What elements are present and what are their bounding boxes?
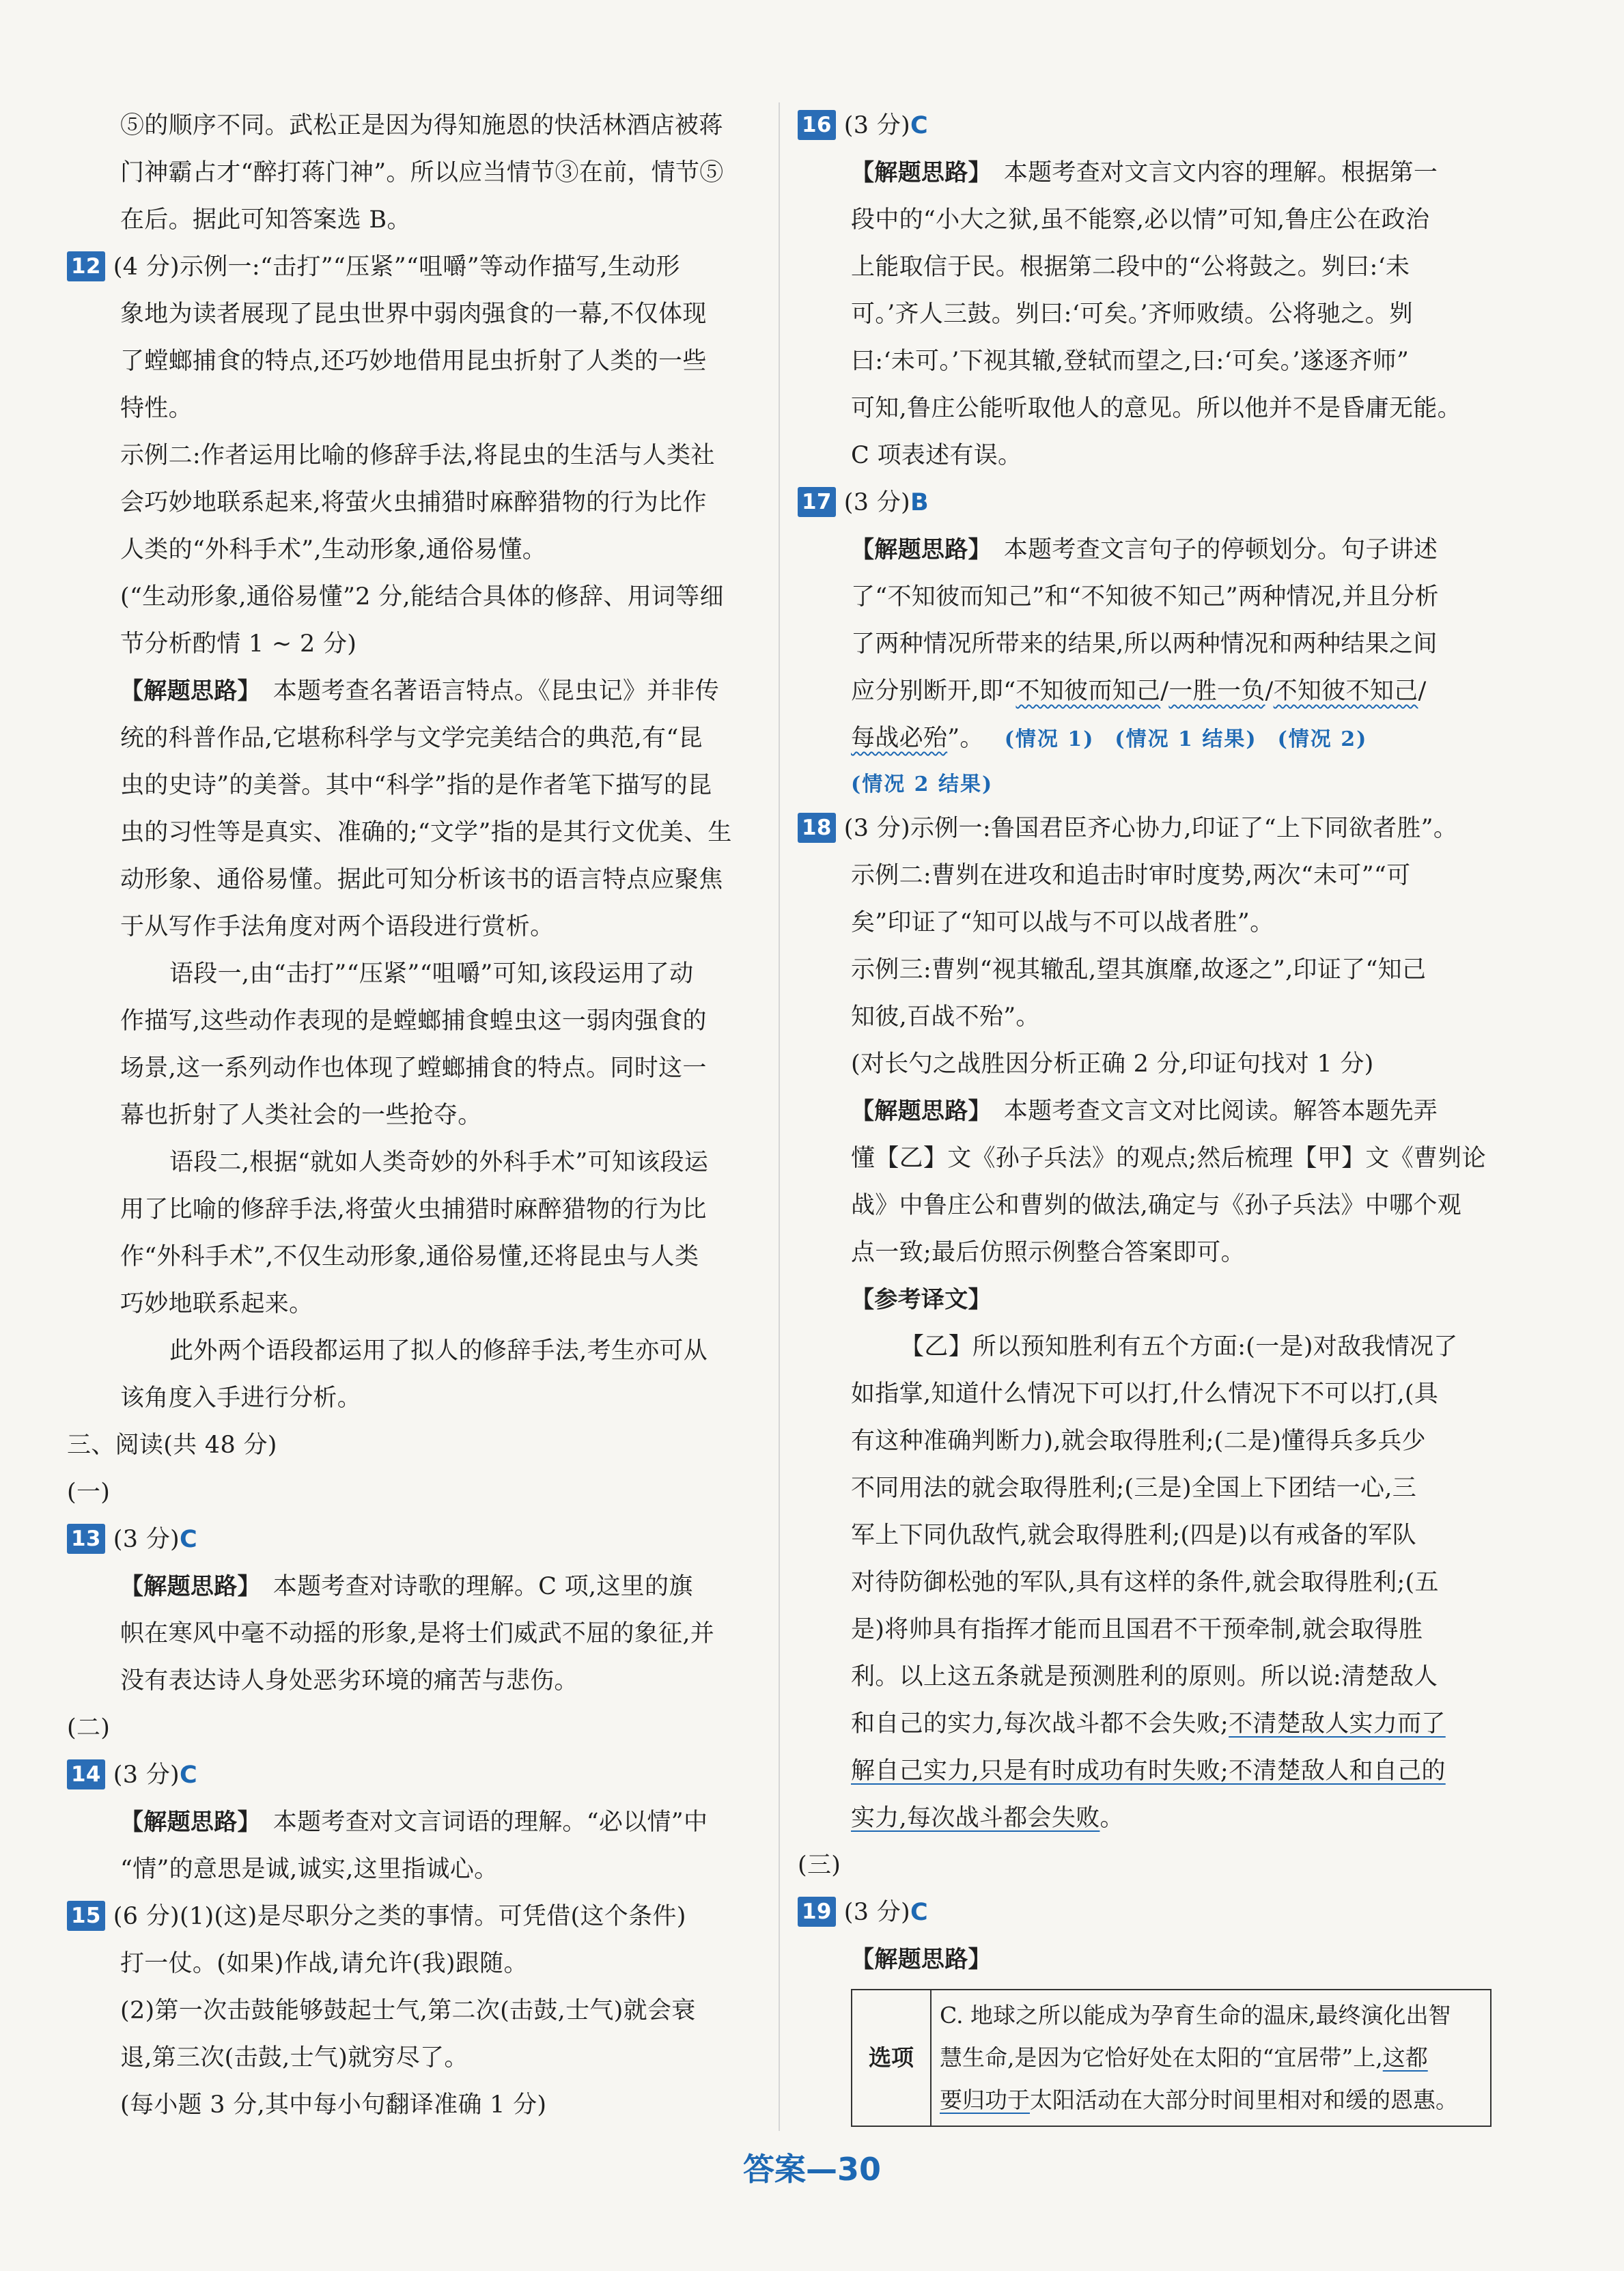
option-text: C. 地球之所以能成为孕育生命的温床,最终演化出智 [940,2002,1451,2029]
translation-text: 是)将帅具有指挥才能而且国君不干预牵制,就会取得胜 [851,1616,1423,1643]
pause-segment-1: 不知彼而知己 [1016,678,1161,705]
subsection-heading: (一) [67,1479,111,1506]
answer-text: 示例三:曹刿“视其辙乱,望其旗靡,故逐之”,印证了“知己 [851,956,1427,984]
analysis-text: 段中的“小大之狱,虽不能察,必以情”可知,鲁庄公在政治 [851,206,1430,234]
analysis-text: 此外两个语段都运用了拟人的修辞手法,考生亦可从 [169,1337,708,1365]
question-18 [798,805,1494,1842]
analysis-text: 于从写作手法角度对两个语段进行赏析。 [120,913,555,941]
translation-text: 【乙】所以预知胜利有五个方面:(一是)对敌我情况了 [900,1333,1458,1361]
pause-segment-3: 不知彼不知己 [1273,678,1418,705]
analysis-text: 战》中鲁庄公和曹刿的做法,确定与《孙子兵法》中哪个观 [851,1192,1461,1219]
analysis-tag: 【解题思路】 [851,1946,992,1973]
score: (3 分) [113,1761,180,1789]
analysis-text: 本题考查对诗歌的理解。C 项,这里的旗 [272,1573,693,1600]
analysis-text: 该角度入手进行分析。 [120,1384,362,1412]
section-heading: 三、阅读(共 48 分) [67,1432,277,1459]
scoring-note: (对长勺之战胜因分析正确 2 分,印证句找对 1 分) [851,1050,1374,1078]
answer-letter: C [179,1761,197,1789]
answer-text: 知彼,百战不殆”。 [851,1003,1040,1031]
q11-continuation-line: ⑤的顺序不同。武松正是因为得知施恩的快活林酒店被蒋 [120,112,723,139]
analysis-text: “情”的意思是诚,诚实,这里指诚心。 [120,1856,499,1883]
q12-answer-line: 人类的“外科手术”,生动形象,通俗易懂。 [120,536,547,563]
translation-text: 和自己的实力,每次战斗都不会失败; [851,1710,1229,1738]
analysis-text: 统的科普作品,它堪称科学与文学完美结合的典范,有“昆 [120,725,703,752]
underlined-translation: 实力,每次战斗都会失败 [851,1805,1100,1832]
answer-letter: B [910,489,929,516]
option-explanation [931,1990,1491,2126]
question-number-badge: 19 [798,1897,836,1927]
analysis-text: 本题考查文言文对比阅读。解答本题先弄 [1003,1098,1438,1125]
option-text: 慧生命,是因为它恰好处在太阳的“宜居带”上, [940,2044,1383,2071]
analysis-tag: 【解题思路】 [851,536,992,563]
answer-text: (3 分)示例一:鲁国君臣齐心协力,印证了“上下同欲者胜”。 [843,815,1458,842]
analysis-text: 作“外科手术”,不仅生动形象,通俗易懂,还将昆虫与人类 [120,1243,699,1270]
question-14 [67,1752,764,1893]
translation-text: 军上下同仇敌忾,就会取得胜利;(四是)以有戒备的军队 [851,1522,1417,1549]
analysis-text: 动形象、通俗易懂。据此可知分析该书的语言特点应聚焦 [120,866,723,893]
answer-text: 示例二:曹刿在进攻和追击时审时度势,两次“未可”“可 [851,862,1411,889]
question-12 [67,244,764,1422]
annotation-label: (情况 1 结果) [1115,727,1257,751]
question-number-badge: 18 [798,813,836,843]
analysis-text: 帜在寒风中毫不动摇的形象,是将士们威武不屈的象征,并 [120,1620,715,1647]
question-number-badge: 17 [798,487,836,517]
option-label: 选项 [852,1990,931,2126]
analysis-text: 上能取信于民。根据第二段中的“公将鼓之。刿曰:‘未 [851,253,1410,281]
question-13 [67,1516,764,1705]
underlined-translation: 不清楚敌人实力而了 [1229,1710,1446,1738]
analysis-text: 幕也折射了人类社会的一些抢夺。 [120,1102,482,1129]
subsection-heading: (三) [798,1852,841,1879]
analysis-text: 虫的史诗”的美誉。其中“科学”指的是作者笔下描写的昆 [120,772,712,799]
analysis-text: 应分别断开,即“ [851,678,1016,705]
question-number-badge: 14 [67,1759,105,1789]
answer-letter: C [910,1899,928,1926]
pause-segment-4: 每战必殆 [851,725,948,752]
analysis-tag: 【解题思路】 [120,1809,261,1836]
question-number-badge: 15 [67,1901,105,1931]
option-text: 太阳活动在大部分时间里相对和缓的恩惠。 [1030,2087,1458,2113]
underlined-translation: 解自己实力,只是有时成功有时失败;不清楚敌人和自己的 [851,1757,1446,1785]
option-analysis-table [851,1989,1492,2127]
q12-scoring-note: (“生动形象,通俗易懂”2 分,能结合具体的修辞、用词等细 [120,583,724,611]
score: (3 分) [843,489,910,516]
analysis-tag: 【解题思路】 [120,1573,261,1600]
pause-segment-2: 一胜一负 [1168,678,1265,705]
analysis-text: 曰:‘未可。’下视其辙,登轼而望之,曰:‘可矣。’遂逐齐师” [851,348,1410,375]
question-17: 17 (3 分)B 【解题思路】 本题考查文言句子的停顿划分。句子讲述 了“不知彼而知己”和“不知彼不知己”两种情况,并且分析 了两种情况所带来的结果,所以两种情况和两种结果之间 应分别断开,即“不知彼而知己/一胜一负/不知彼不知己/ 每战必殆”。 (情况 1) (情况 1 结果) (情况 2) (情况 2 结果) [798,479,1494,805]
q12-answer-line: (4 分)示例一:“击打”“压紧”“咀嚼”等动作描写,生动形 [113,253,680,281]
analysis-text: 本题考查名著语言特点。《昆虫记》并非传 [272,678,720,705]
answer-text: (2)第一次击鼓能够鼓起士气,第二次(击鼓,士气)就会衰 [120,1997,696,2024]
annotation-label: (情况 2 结果) [851,772,994,796]
analysis-text: 没有表达诗人身处恶劣环境的痛苦与悲伤。 [120,1667,578,1695]
analysis-text: 本题考查对文言词语的理解。“必以情”中 [272,1809,708,1836]
analysis-text: 了两种情况所带来的结果,所以两种情况和两种结果之间 [851,630,1438,658]
q12-answer-line: 特性。 [120,395,193,422]
reference-translation-tag: 【参考译文】 [851,1286,992,1313]
answer-text: 打一仗。(如果)作战,请允许(我)跟随。 [120,1950,528,1977]
column-divider [779,102,780,2131]
q11-continuation-line: 门神霸占才“醉打蒋门神”。所以应当情节③在前，情节⑤ [120,159,724,186]
annotation-label: (情况 2) [1277,727,1368,751]
answer-letter: C [910,112,928,139]
analysis-text: 场景,这一系列动作也体现了螳螂捕食的特点。同时这一 [120,1055,707,1082]
analysis-text: 本题考查对文言文内容的理解。根据第一 [1003,159,1438,186]
analysis-text: ”。 [947,725,984,752]
question-16 [798,102,1494,479]
q12-answer-line: 象地为读者展现了昆虫世界中弱肉强食的一幕,不仅体现 [120,301,707,328]
analysis-text: 可。’齐人三鼓。刿曰:‘可矣。’齐师败绩。公将驰之。刿 [851,301,1414,328]
question-15 [67,1893,764,2129]
analysis-tag: 【解题思路】 [120,678,261,705]
question-19 [798,1889,1494,2127]
analysis-text: 本题考查文言句子的停顿划分。句子讲述 [1003,536,1438,563]
score: (3 分) [843,112,910,139]
annotation-label: (情况 1) [1004,727,1095,751]
analysis-text: 语段二,根据“就如人类奇妙的外科手术”可知该段运 [169,1149,709,1176]
answer-text: 矣”印证了“知可以战与不可以战者胜”。 [851,909,1274,936]
analysis-tag: 【解题思路】 [851,1098,992,1125]
q12-answer-line: 了螳螂捕食的特点,还巧妙地借用昆虫折射了人类的一些 [120,348,707,375]
analysis-text: 虫的习性等是真实、准确的;“文学”指的是其行文优美、生 [120,819,732,846]
subsection-heading: (二) [67,1714,111,1742]
q12-answer-line: 会巧妙地联系起来,将萤火虫捕猎时麻醉猎物的行为比作 [120,489,707,516]
translation-text: 如指掌,知道什么情况下可以打,什么情况下不可以打,(具 [851,1380,1439,1408]
analysis-text: 用了比喻的修辞手法,将萤火虫捕猎时麻醉猎物的行为比 [120,1196,707,1223]
question-number-badge: 12 [67,251,105,281]
translation-text: 有这种准确判断力),就会取得胜利;(二是)懂得兵多兵少 [851,1427,1426,1455]
q12-scoring-note: 节分析酌情 1 ~ 2 分) [120,630,357,658]
analysis-text: 语段一,由“击打”“压紧”“咀嚼”可知,该段运用了动 [169,960,694,988]
analysis-text: 可知,鲁庄公能听取他人的意见。所以他并不是昏庸无能。 [851,395,1461,422]
underlined-option-text: 要归功于 [940,2087,1030,2113]
page-footer: 答案—30 [742,2151,881,2188]
translation-text: 。 [1100,1805,1124,1832]
score: (3 分) [113,1526,180,1553]
score: (3 分) [843,1899,910,1926]
answer-letter: C [179,1526,197,1553]
analysis-text: 巧妙地联系起来。 [120,1290,313,1318]
answer-text: (6 分)(1)(这)是尽职分之类的事情。可凭借(这个条件) [113,1903,686,1930]
answer-text: 退,第三次(击鼓,士气)就穷尽了。 [120,2044,468,2072]
analysis-text: 懂【乙】文《孙子兵法》的观点;然后梳理【甲】文《曹刿论 [851,1145,1486,1172]
q11-continuation-line: 在后。据此可知答案选 B。 [120,206,411,234]
translation-text: 不同用法的就会取得胜利;(三是)全国上下团结一心,三 [851,1475,1417,1502]
question-number-badge: 13 [67,1524,105,1554]
analysis-tag: 【解题思路】 [851,159,992,186]
right-column [798,102,1494,2127]
analysis-text: 作描写,这些动作表现的是螳螂捕食蝗虫这一弱肉强食的 [120,1007,707,1035]
question-number-badge: 16 [798,110,836,140]
analysis-text: 了“不知彼而知己”和“不知彼不知己”两种情况,并且分析 [851,583,1439,611]
underlined-option-text: 这都 [1382,2044,1428,2071]
left-column [67,102,764,2129]
q12-answer-line: 示例二:作者运用比喻的修辞手法,将昆虫的生活与人类社 [120,442,715,469]
translation-text: 利。以上这五条就是预测胜利的原则。所以说:清楚敌人 [851,1663,1438,1690]
scoring-note: (每小题 3 分,其中每小句翻译准确 1 分) [120,2091,547,2119]
analysis-text: 点一致;最后仿照示例整合答案即可。 [851,1239,1245,1266]
analysis-text: C 项表述有误。 [851,442,1022,469]
translation-text: 对待防御松弛的军队,具有这样的条件,就会取得胜利;(五 [851,1569,1439,1596]
